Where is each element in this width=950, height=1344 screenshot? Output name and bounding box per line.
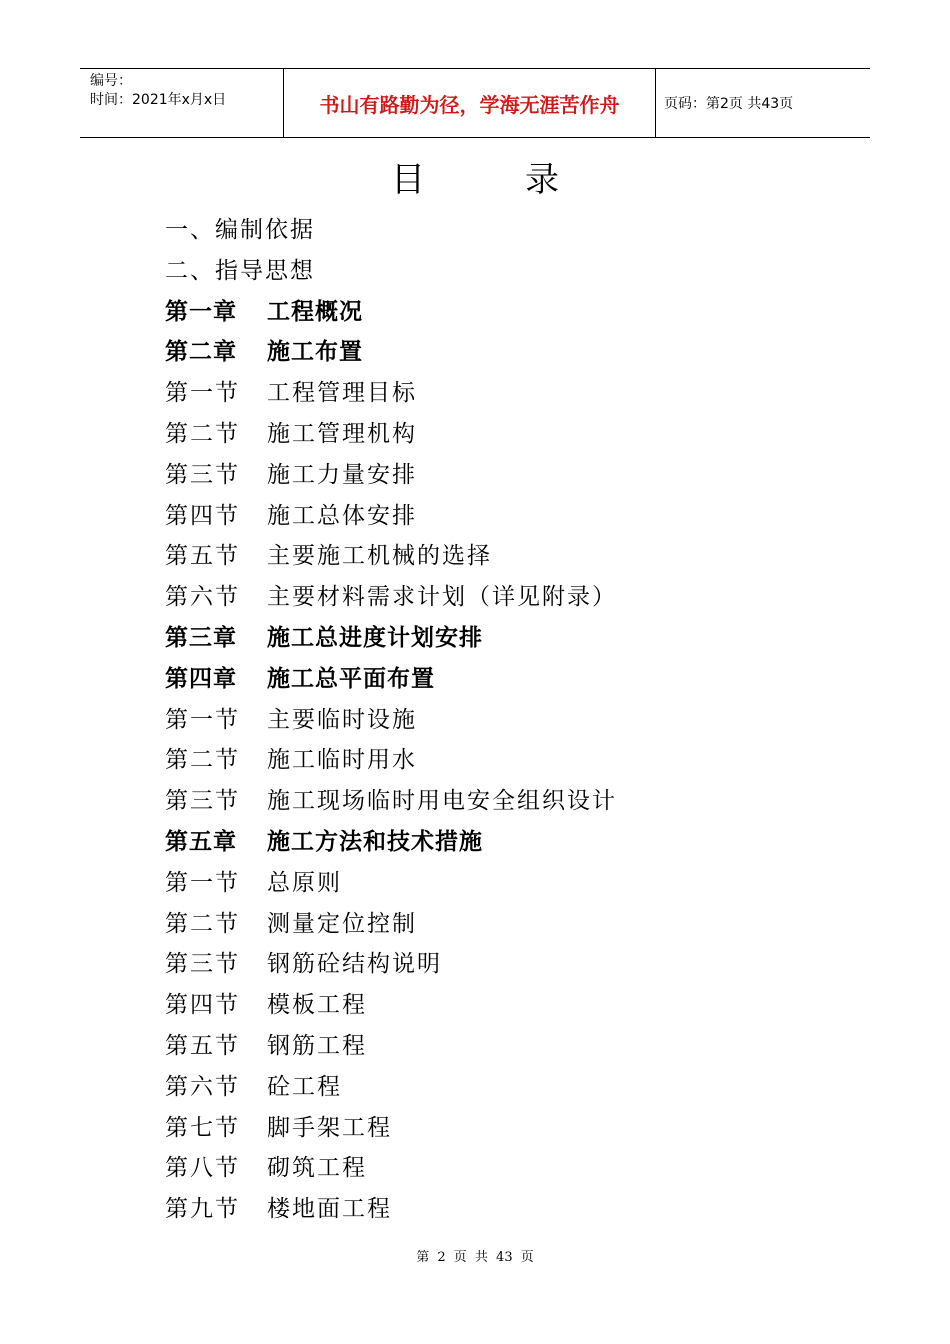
toc-entry	[165, 292, 617, 333]
toc-entry	[165, 577, 617, 618]
toc-entry	[165, 414, 617, 455]
toc-entry	[165, 863, 617, 904]
toc-entry-number: 第一节	[165, 380, 240, 407]
toc-entry-number: 第三节	[165, 951, 240, 978]
toc-entry-title: 模板工程	[267, 992, 367, 1019]
toc-entry	[165, 944, 617, 985]
toc-entry	[165, 1189, 617, 1230]
toc-entry	[165, 659, 617, 700]
header-motto: 书山有路勤为径，学海无涯苦作舟	[283, 69, 656, 137]
toc-entry	[165, 740, 617, 781]
toc-entry-title: 施工力量安排	[267, 461, 417, 488]
toc-entry-title: 主要临时设施	[267, 706, 417, 733]
time-label: 时间：2021年x月x日	[90, 92, 227, 108]
toc-entry-number: 第三节	[165, 788, 240, 815]
toc-entry	[165, 985, 617, 1026]
header-page-info: 页码：第2页 共43页	[664, 96, 794, 112]
toc-entry-title: 砌筑工程	[267, 1155, 367, 1182]
toc-entry	[165, 781, 617, 822]
toc-entry-number: 第六节	[165, 1073, 240, 1100]
toc-entry	[165, 1108, 617, 1149]
table-of-contents	[165, 210, 617, 1230]
toc-entry	[165, 210, 617, 251]
toc-entry-title: 脚手架工程	[267, 1114, 392, 1141]
toc-entry-number: 第一节	[165, 706, 240, 733]
toc-entry	[165, 373, 617, 414]
toc-entry	[165, 1067, 617, 1108]
toc-entry-number: 第三节	[165, 461, 240, 488]
toc-entry-title: 施工临时用水	[267, 747, 417, 774]
toc-entry	[165, 904, 617, 945]
page-header	[80, 68, 870, 138]
toc-entry-title: 施工方法和技术措施	[267, 828, 483, 855]
toc-title: 目录	[391, 160, 659, 200]
toc-entry	[165, 496, 617, 537]
toc-entry-number: 第四节	[165, 992, 240, 1019]
toc-entry-number: 第五节	[165, 543, 240, 570]
toc-entry-title: 主要施工机械的选择	[267, 543, 492, 570]
toc-entry-number: 第二节	[165, 910, 240, 937]
toc-entry-title: 施工总平面布置	[267, 665, 435, 692]
toc-entry-title: 总原则	[267, 869, 342, 896]
toc-entry-number: 第三章	[165, 624, 237, 651]
toc-entry	[165, 536, 617, 577]
toc-entry-number: 二、指导思想	[165, 257, 315, 284]
toc-entry-number: 第一章	[165, 298, 237, 325]
toc-entry-title: 钢筋工程	[267, 1032, 367, 1059]
toc-entry-title: 施工总体安排	[267, 502, 417, 529]
toc-entry-title: 工程管理目标	[267, 380, 417, 407]
toc-entry-title: 工程概况	[267, 298, 363, 325]
toc-entry-title: 主要材料需求计划（详见附录）	[267, 584, 617, 611]
toc-entry-number: 第一节	[165, 869, 240, 896]
toc-entry-title: 施工布置	[267, 339, 363, 366]
toc-entry-title: 施工总进度计划安排	[267, 624, 483, 651]
toc-entry	[165, 332, 617, 373]
toc-entry-title: 钢筋砼结构说明	[267, 951, 442, 978]
toc-entry-number: 第二节	[165, 420, 240, 447]
toc-entry-number: 第八节	[165, 1155, 240, 1182]
page-footer: 第 2 页 共 43 页	[416, 1250, 534, 1265]
toc-entry-number: 第九节	[165, 1196, 240, 1223]
toc-entry-number: 第七节	[165, 1114, 240, 1141]
toc-entry	[165, 700, 617, 741]
toc-entry-title: 测量定位控制	[267, 910, 417, 937]
toc-entry-number: 第六节	[165, 584, 240, 611]
toc-entry	[165, 822, 617, 863]
toc-entry	[165, 251, 617, 292]
toc-entry	[165, 455, 617, 496]
serial-label: 编号：	[90, 73, 132, 89]
toc-entry-number: 第二章	[165, 339, 237, 366]
toc-entry-title: 砼工程	[267, 1073, 342, 1100]
toc-entry	[165, 1026, 617, 1067]
toc-entry	[165, 618, 617, 659]
toc-entry-title: 楼地面工程	[267, 1196, 392, 1223]
toc-entry-number: 第四章	[165, 665, 237, 692]
header-meta	[80, 69, 283, 137]
toc-entry	[165, 1148, 617, 1189]
toc-entry-number: 一、编制依据	[165, 217, 315, 243]
toc-entry-title: 施工管理机构	[267, 420, 417, 447]
toc-entry-number: 第五章	[165, 828, 237, 855]
toc-entry-number: 第五节	[165, 1032, 240, 1059]
toc-entry-number: 第二节	[165, 747, 240, 774]
toc-entry-number: 第四节	[165, 502, 240, 529]
toc-entry-title: 施工现场临时用电安全组织设计	[267, 788, 617, 815]
